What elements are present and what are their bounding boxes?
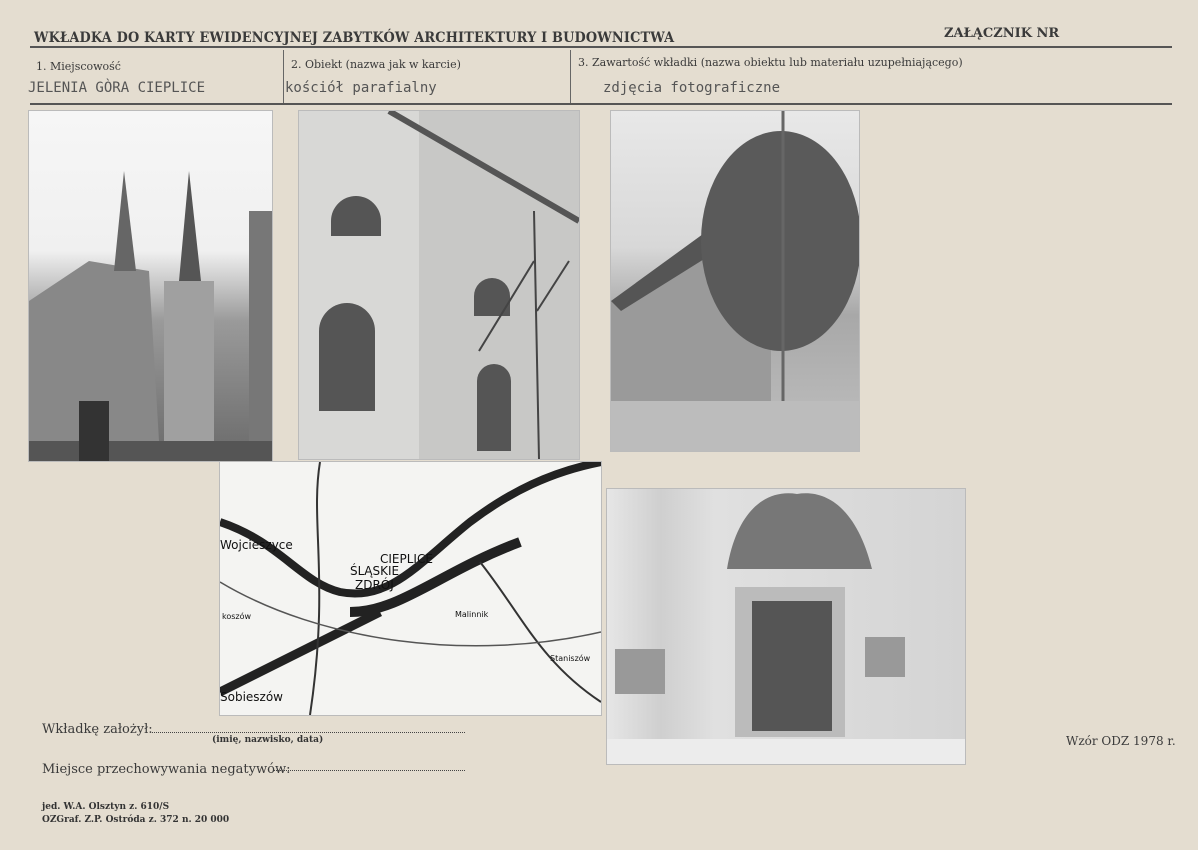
negatives-label: Miejsce przechowywania negatywów: [42,762,291,777]
photo-building-tree [610,110,860,452]
field-value-place: JELENIA GÒRA CIEPLICE [28,80,206,96]
print-info-line2: OZGraf. Z.P. Ostróda z. 372 n. 20 000 [42,815,230,825]
field-label-content: 3. Zawartość wkładki (nazwa obiektu lub materiału uzupełniającego) [578,56,963,69]
photo-street-towers [28,110,273,462]
photo-church-facade [298,110,580,460]
founder-input-line[interactable] [152,732,465,733]
negatives-input-line[interactable] [274,770,465,771]
founder-hint: (imię, nazwisko, data) [212,735,324,745]
map-label: koszów [222,612,252,621]
field-value-content: zdjęcia fotograficzne [603,80,781,96]
document-title: WKŁADKA DO KARTY EWIDENCYJNEJ ZABYTKÓW ARCHITEKTURY I BUDOWNICTWA [34,30,675,46]
map-label: CIEPLICE [380,552,433,566]
photo-church-portal [606,488,966,765]
divider [570,50,571,105]
field-label-object: 2. Obiekt (nazwa jak w karcie) [291,58,461,71]
map-label: Staniszów [550,654,591,663]
field-value-object: kościół parafialny [285,80,437,96]
location-map [219,461,602,716]
map-label: ŚLĄSKIE [350,564,400,578]
map-label: Sobieszów [220,690,283,704]
template-label: Wzór ODZ 1978 r. [1066,734,1176,748]
divider [30,46,1172,48]
divider [283,50,284,105]
print-info-line1: jed. W.A. Olsztyn z. 610/S [42,802,170,812]
map-label: Wojcieszyce [220,538,293,552]
divider [30,103,1172,105]
map-label: ZDRÓJ [355,578,394,592]
founder-label: Wkładkę założył: [42,722,153,737]
map-label: Malinnik [455,610,489,619]
field-label-place: 1. Miejscowość [36,60,121,73]
annex-label: ZAŁĄCZNIK NR [944,26,1060,41]
